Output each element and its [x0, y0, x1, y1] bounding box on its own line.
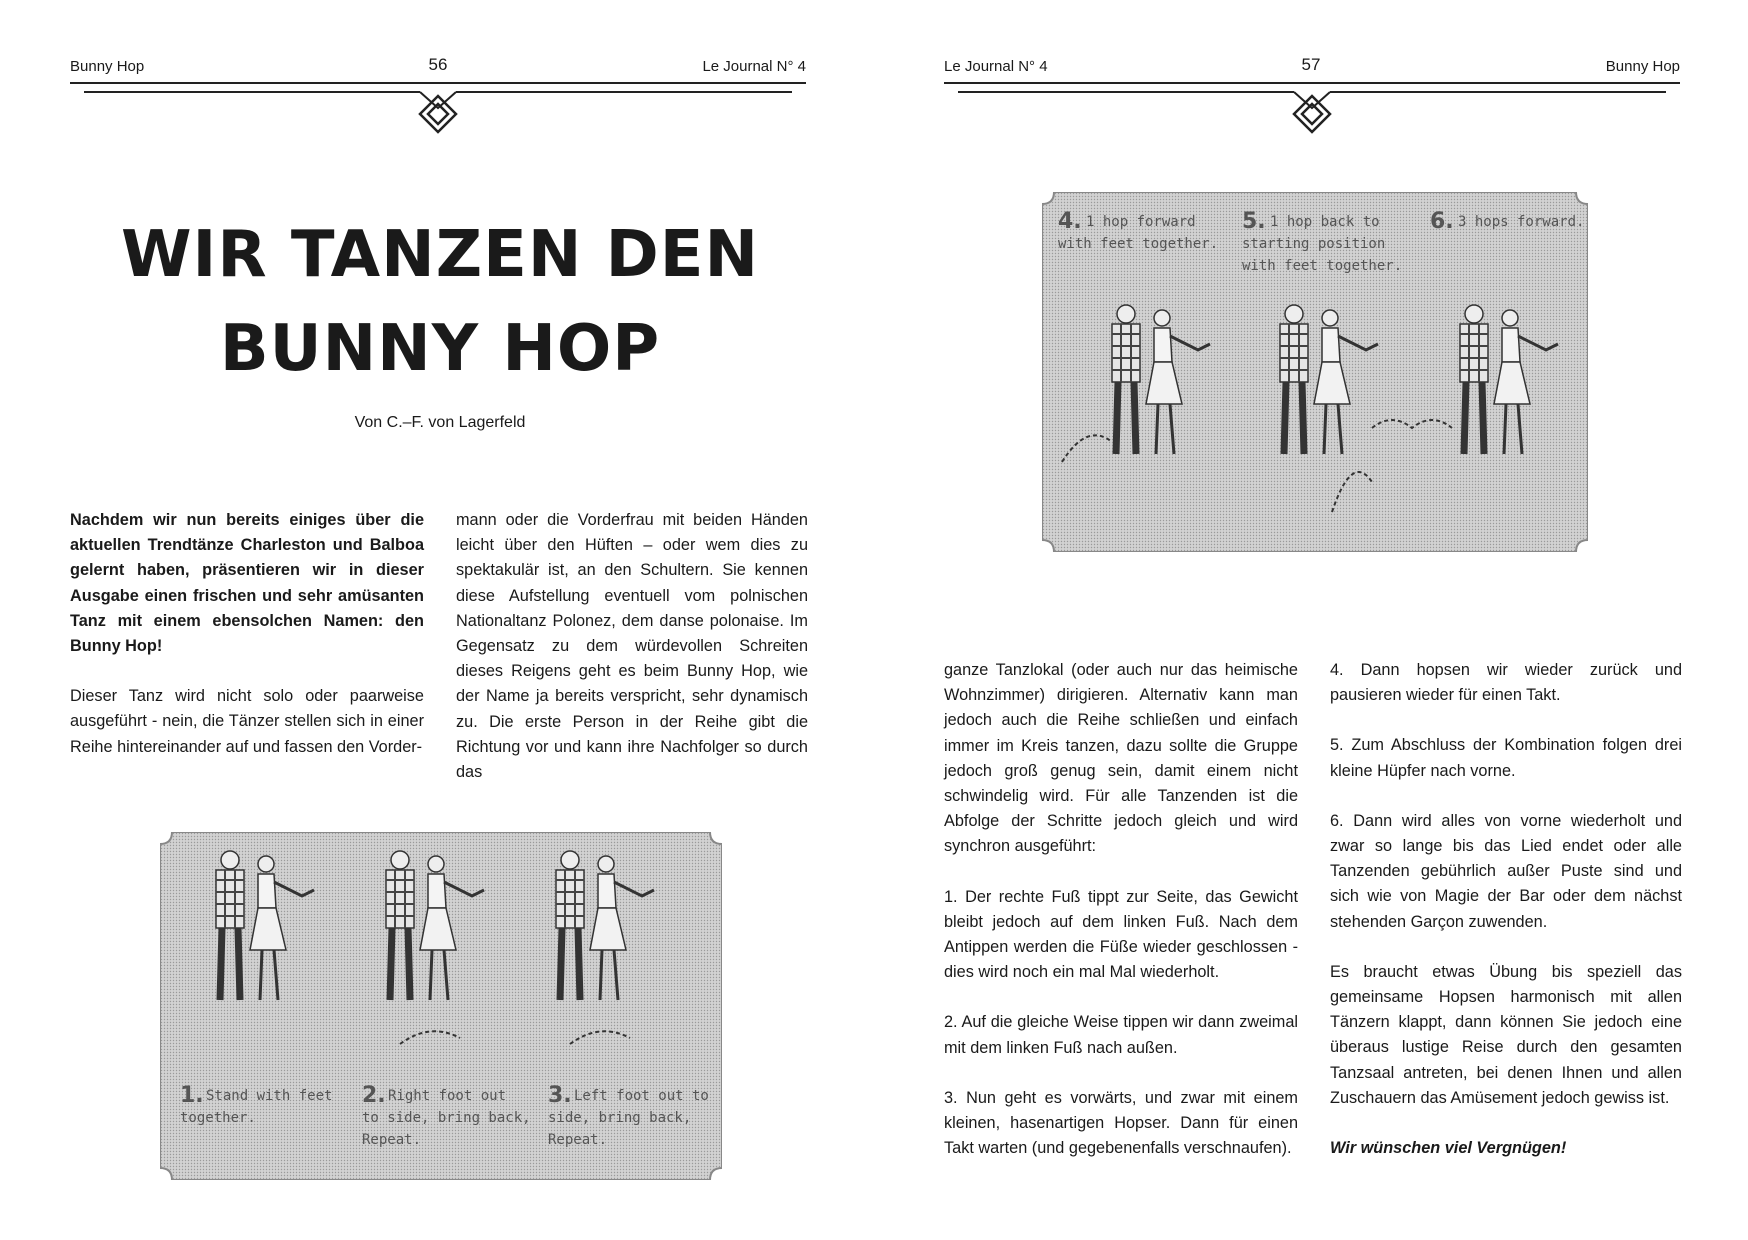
- svg-text:Repeat.: Repeat.: [548, 1132, 608, 1148]
- svg-text:with feet together.: with feet together.: [1242, 258, 1403, 274]
- svg-text:6.: 6.: [1430, 209, 1454, 234]
- lead-paragraph: Nachdem wir nun bereits einiges über die aktuellen Trendtänze Charleston und Balboa gelernt haben, präsentieren wir in dieser Ausgabe einen frischen und sehr amüsanten Tanz mit einem ebensolchen Namen: den Bunny Hop!: [70, 511, 424, 656]
- svg-text:4.: 4.: [1058, 209, 1082, 234]
- paragraph: Dieser Tanz wird nicht solo oder paarweise ausgeführt - nein, die Tänzer stellen sich in einer Reihe hintereinander auf und fassen den Vorder-: [70, 687, 424, 756]
- svg-text:1.: 1.: [180, 1083, 204, 1108]
- left-column-1: [70, 508, 424, 785]
- article-title: [60, 208, 820, 396]
- dance-steps-illustration-1-3: [160, 832, 722, 1180]
- right-column-2: [1330, 658, 1682, 1186]
- right-column-1: [944, 658, 1298, 1186]
- svg-text:1 hop forward: 1 hop forward: [1086, 214, 1196, 230]
- paragraph: mann oder die Vorderfrau mit beiden Händen leicht über den Hüften – oder wem dies zu spektakulär ist, an den Schultern. Sie kennen diese Aufstellung eventuell vom polnischen Nationaltanz Polonez, dem danse polonaise. Im Gegensatz zu dem würdevollen Schreiten dieses Reigens geht es beim Bunny Hop, wie der Name ja bereits verspricht, sehr dynamisch zu. Die erste Person in der Reihe gibt die Richtung vor und kann ihre Nachfolger so durch das: [456, 511, 808, 782]
- paragraph: Es braucht etwas Übung bis speziell das gemeinsame Hopsen harmonisch mit allen Tänzern klappt, dann können Sie jedoch eine überaus lustige Reise durch den gesamten Tanzsaal antreten, bei denen Ihnen und allen Zuschauern das Amüsement jedoch gewiss ist.: [1330, 962, 1682, 1107]
- svg-text:1 hop back to: 1 hop back to: [1270, 214, 1380, 230]
- step-paragraph-3: 3. Nun geht es vorwärts, und zwar mit einem kleinen, hasenartigen Hopser. Dann für einen Takt warten (und gegebenenfalls verschnaufen).: [944, 1088, 1298, 1158]
- step-paragraph-4: 4. Dann hopsen wir wieder zurück und pausieren wieder für einen Takt.: [1330, 661, 1682, 705]
- running-header-right: Le Journal N° 4: [702, 58, 806, 75]
- svg-text:Right foot out: Right foot out: [388, 1088, 507, 1104]
- running-header-left: Le Journal N° 4: [944, 58, 1048, 75]
- svg-text:5.: 5.: [1242, 209, 1266, 234]
- svg-text:Stand with feet: Stand with feet: [206, 1088, 333, 1104]
- page-number: 56: [428, 55, 448, 74]
- paragraph: ganze Tanzlokal (oder auch nur das heimische Wohnzimmer) dirigieren. Alternativ kann man jedoch auch die Reihe schließen und einfach immer im Kreis tanzen, dazu sollte die Gruppe jedoch groß genug sein, damit einem nicht schwindelig wird. Für alle Tanzenden ist die Abfolge der Schritte jedoch gleich und wird synchron ausgeführt:: [944, 661, 1298, 856]
- svg-text:3 hops forward.: 3 hops forward.: [1458, 214, 1585, 230]
- svg-text:to side, bring back,: to side, bring back,: [362, 1110, 531, 1126]
- header-ornament: [944, 78, 1680, 138]
- svg-text:Left foot out to: Left foot out to: [574, 1088, 709, 1104]
- svg-text:starting position: starting position: [1242, 236, 1386, 252]
- svg-text:side, bring back,: side, bring back,: [548, 1110, 692, 1126]
- title-line-1: WIR TANZEN DEN: [120, 218, 760, 292]
- page-number: 57: [1301, 55, 1321, 74]
- title-line-2: BUNNY HOP: [219, 312, 661, 386]
- left-column-2: [456, 508, 808, 810]
- svg-text:2.: 2.: [362, 1083, 386, 1108]
- dance-steps-illustration-4-6: [1042, 192, 1588, 552]
- byline: Von C.–F. von Lagerfeld: [354, 414, 526, 431]
- header-ornament: [70, 78, 806, 138]
- svg-text:with feet together.: with feet together.: [1058, 236, 1219, 252]
- closing-line: Wir wünschen viel Vergnügen!: [1330, 1139, 1567, 1158]
- running-header-left: Bunny Hop: [70, 58, 145, 75]
- step-paragraph-2: 2. Auf die gleiche Weise tippen wir dann zweimal mit dem linken Fuß nach außen.: [944, 1013, 1298, 1057]
- svg-text:Repeat.: Repeat.: [362, 1132, 422, 1148]
- step-paragraph-1: 1. Der rechte Fuß tippt zur Seite, das Gewicht bleibt jedoch auf dem linken Fuß. Nach dem Antippen werden die Füße wieder geschlossen - dies wird noch ein mal Mal wiederholt.: [944, 887, 1298, 982]
- right-page: [874, 0, 1748, 1240]
- step-paragraph-5: 5. Zum Abschluss der Kombination folgen drei kleine Hüpfer nach vorne.: [1330, 736, 1682, 780]
- svg-text:3.: 3.: [548, 1083, 572, 1108]
- running-header-right: Bunny Hop: [1605, 58, 1680, 75]
- svg-text:together.: together.: [180, 1110, 256, 1126]
- step-paragraph-6: 6. Dann wird alles von vorne wiederholt und zwar so lange bis das Lied endet oder alle Tanzenden gebührlich außer Puste sind und sich wie von Magie der Bar oder dem nächst stehenden Garçon zuwenden.: [1330, 811, 1682, 931]
